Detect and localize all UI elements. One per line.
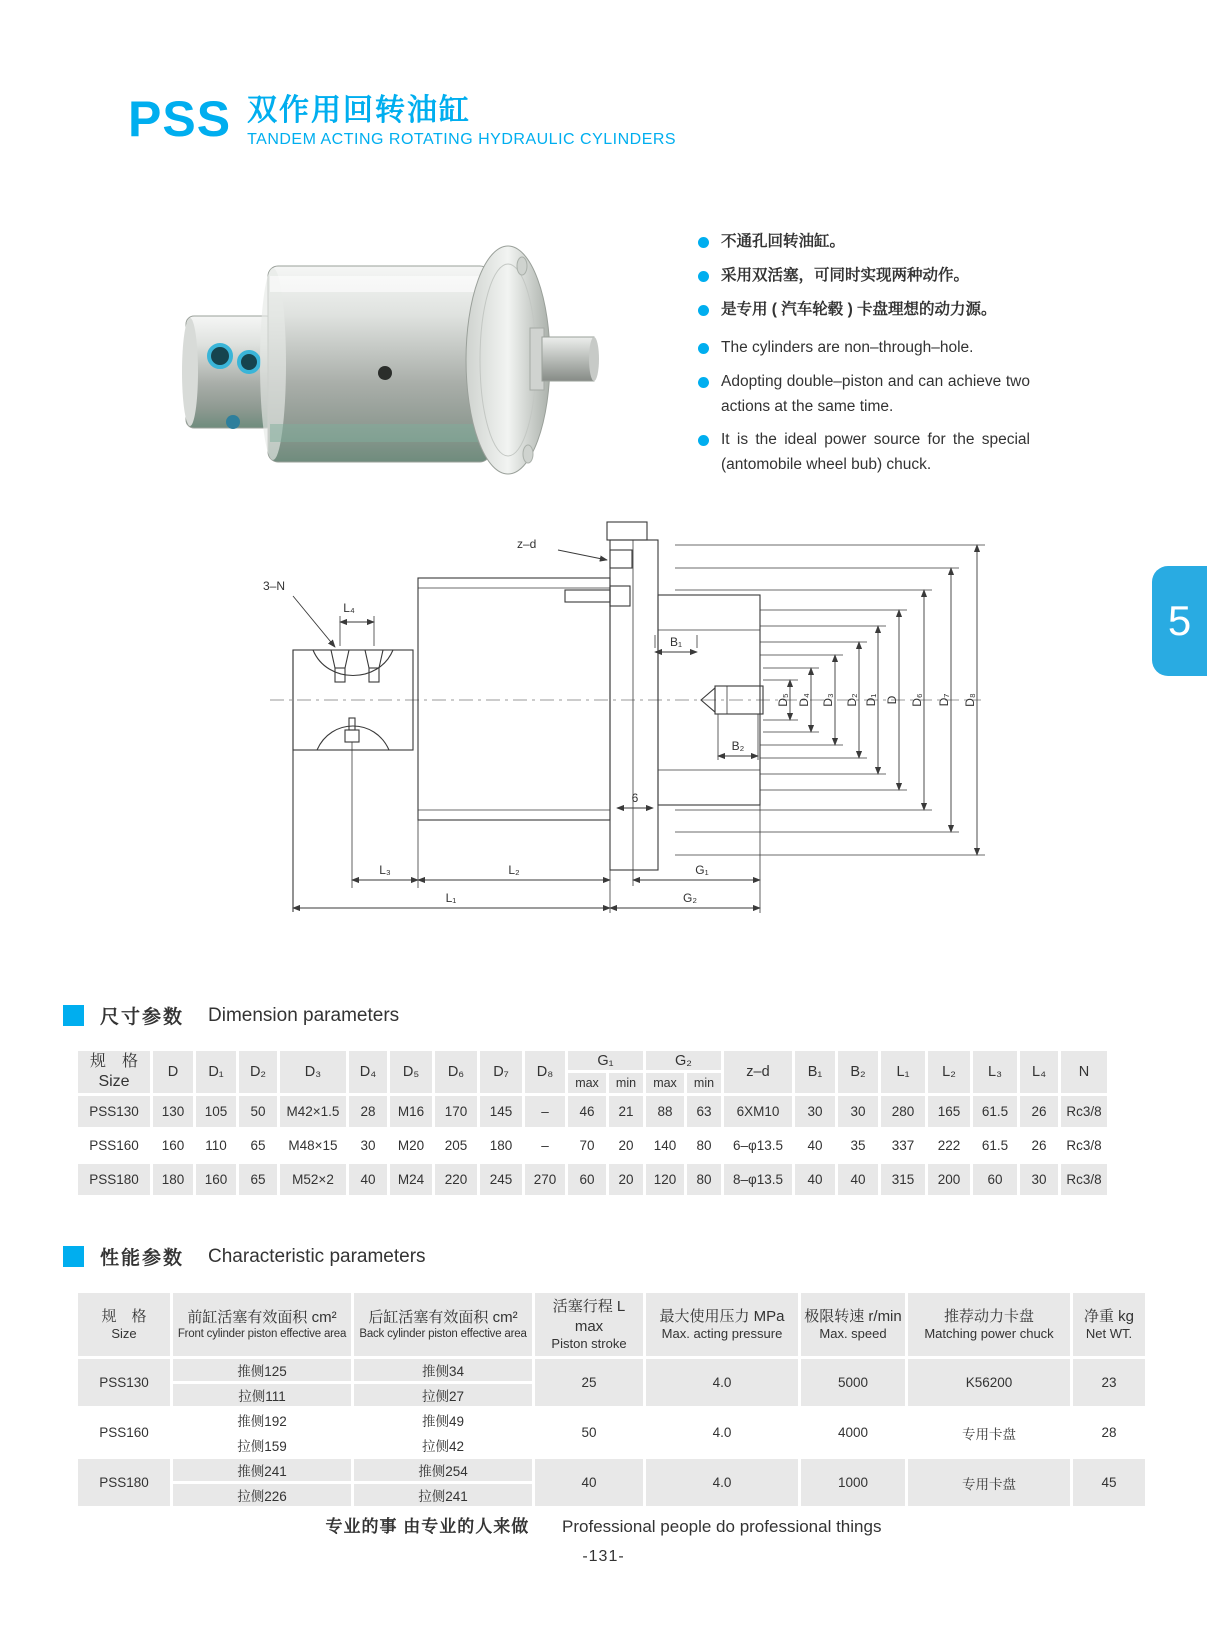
dim-label-g2: G₂ <box>683 891 697 905</box>
col-header-size <box>78 1051 150 1093</box>
table-cell: 4000 <box>801 1409 905 1456</box>
row-size: PSS180 <box>78 1459 170 1506</box>
dim-label-g1: G₁ <box>695 863 709 877</box>
table-cell: 40 <box>349 1164 387 1195</box>
table-cell: 110 <box>196 1130 236 1161</box>
footer-slogan <box>0 1512 1207 1537</box>
feature-text: 是专用 ( 汽车轮毂 ) 卡盘理想的动力源。 <box>721 300 997 318</box>
table-cell: 315 <box>881 1164 925 1195</box>
col-header-g2: G₂ <box>646 1051 721 1070</box>
col-header-weight: 净重 kg Net WT. <box>1073 1293 1145 1356</box>
table-cell: Rc3/8 <box>1061 1130 1107 1161</box>
table-cell: 280 <box>881 1096 925 1127</box>
col-header: D₁ <box>196 1051 236 1093</box>
col-header: L₁ <box>881 1051 925 1093</box>
table-cell: 拉侧111 <box>173 1384 351 1406</box>
dim-label-d8: D₈ <box>963 693 977 707</box>
table-cell: 88 <box>646 1096 684 1127</box>
table-cell: 200 <box>928 1164 970 1195</box>
table-cell: 20 <box>609 1130 643 1161</box>
table-cell: 45 <box>1073 1459 1145 1506</box>
table-cell: 推侧49 <box>354 1409 532 1431</box>
table-cell: 30 <box>1020 1164 1058 1195</box>
col-header: L₃ <box>973 1051 1017 1093</box>
col-header: L₂ <box>928 1051 970 1093</box>
dim-label-d3: D₃ <box>821 693 835 707</box>
col-header-size-zh: 规 格 <box>89 1053 138 1070</box>
table-cell: 270 <box>525 1164 565 1195</box>
table-cell: 61.5 <box>973 1130 1017 1161</box>
row-size: PSS180 <box>78 1164 150 1195</box>
col-header-stroke: 活塞行程 L max Piston stroke <box>535 1293 643 1356</box>
table-cell: 推侧34 <box>354 1359 532 1381</box>
table-cell: 165 <box>928 1096 970 1127</box>
table-cell: 40 <box>795 1164 835 1195</box>
col-header-back-area: 后缸活塞有效面积 cm² Back cylinder piston effective area <box>354 1293 532 1356</box>
bullet-icon <box>698 435 709 446</box>
table-cell: 40 <box>838 1164 878 1195</box>
table-cell: M20 <box>390 1130 432 1161</box>
table-cell: 拉侧42 <box>354 1434 532 1456</box>
table-cell: 拉侧159 <box>173 1434 351 1456</box>
table-cell: 160 <box>153 1130 193 1161</box>
table-row <box>78 1164 1107 1195</box>
table-cell: 140 <box>646 1130 684 1161</box>
table-cell: M42×1.5 <box>280 1096 346 1127</box>
table-cell: 推侧241 <box>173 1459 351 1481</box>
table-cell: 46 <box>568 1096 606 1127</box>
section-marker-icon <box>63 1005 84 1026</box>
col-header-size-en: Size <box>98 1073 130 1090</box>
cylinder-body <box>260 266 490 462</box>
table-cell: M16 <box>390 1096 432 1127</box>
feature-item <box>698 336 1030 361</box>
col-header: B₁ <box>795 1051 835 1093</box>
col-header: N <box>1061 1051 1107 1093</box>
dim-label-zd: z–d <box>517 537 537 551</box>
table-cell: 220 <box>435 1164 477 1195</box>
table-cell: 65 <box>239 1130 277 1161</box>
chapter-tab: 5 <box>1152 566 1207 676</box>
col-subheader-min: min <box>687 1073 721 1093</box>
product-title-en: TANDEM ACTING ROTATING HYDRAULIC CYLINDERS <box>247 131 677 148</box>
table-cell: 61.5 <box>973 1096 1017 1127</box>
table-cell: 80 <box>687 1164 721 1195</box>
bullet-icon <box>698 237 709 248</box>
col-header: D₅ <box>390 1051 432 1093</box>
table-cell: 50 <box>239 1096 277 1127</box>
section-title-en: Characteristic parameters <box>208 1245 426 1267</box>
table-cell: 26 <box>1020 1130 1058 1161</box>
output-shaft <box>530 328 599 390</box>
dim-label-b2: B₂ <box>731 739 745 753</box>
col-header-pressure: 最大使用压力 MPa Max. acting pressure <box>646 1293 798 1356</box>
row-size: PSS160 <box>78 1130 150 1161</box>
section-marker-icon <box>63 1246 84 1267</box>
table-cell: 20 <box>609 1164 643 1195</box>
dim-label-l1: L₁ <box>445 891 457 905</box>
section-title-zh: 尺寸参数 <box>100 1007 185 1028</box>
col-header-zd: z–d <box>724 1051 792 1093</box>
table-cell: 170 <box>435 1096 477 1127</box>
table-cell: 21 <box>609 1096 643 1127</box>
table-cell: 222 <box>928 1130 970 1161</box>
table-cell: 23 <box>1073 1359 1145 1406</box>
table-cell: 145 <box>480 1096 522 1127</box>
table-cell: 6XM10 <box>724 1096 792 1127</box>
table-cell: M52×2 <box>280 1164 346 1195</box>
table-cell: 推侧254 <box>354 1459 532 1481</box>
row-size: PSS160 <box>78 1409 170 1456</box>
table-cell: 30 <box>349 1130 387 1161</box>
table-cell: 30 <box>795 1096 835 1127</box>
col-header: D₄ <box>349 1051 387 1093</box>
feature-text: It is the ideal power source for the special (antomobile wheel bub) chuck. <box>721 431 1030 474</box>
feature-list-en <box>698 336 1030 487</box>
dim-label-d6: D₆ <box>910 693 924 707</box>
col-header-size: 规 格 Size <box>78 1293 170 1356</box>
table-cell: 拉侧241 <box>354 1484 532 1506</box>
table-cell: 40 <box>795 1130 835 1161</box>
feature-list-zh <box>698 230 1030 331</box>
section-heading-characteristics <box>63 1243 426 1270</box>
table-cell: 40 <box>535 1459 643 1506</box>
table-cell: 8–φ13.5 <box>724 1164 792 1195</box>
dim-label-l3: L₃ <box>379 863 391 877</box>
section-title-en: Dimension parameters <box>208 1004 400 1026</box>
bullet-icon <box>698 343 709 354</box>
table-cell: 推侧125 <box>173 1359 351 1381</box>
table-row <box>78 1096 1107 1127</box>
bullet-icon <box>698 305 709 316</box>
col-header-chuck: 推荐动力卡盘 Matching power chuck <box>908 1293 1070 1356</box>
dim-label-d2: D₂ <box>845 693 859 707</box>
table-cell: 337 <box>881 1130 925 1161</box>
col-header: D <box>153 1051 193 1093</box>
dimension-table <box>75 1048 1110 1198</box>
bullet-icon <box>698 271 709 282</box>
col-header: L₄ <box>1020 1051 1058 1093</box>
table-cell: 180 <box>153 1164 193 1195</box>
col-header: D₈ <box>525 1051 565 1093</box>
table-cell: 130 <box>153 1096 193 1127</box>
table-cell: 245 <box>480 1164 522 1195</box>
dim-label-d: D <box>885 695 899 705</box>
oil-port <box>239 352 259 372</box>
dim-label-l2: L₂ <box>508 863 520 877</box>
col-header: D₆ <box>435 1051 477 1093</box>
table-cell: – <box>525 1130 565 1161</box>
feature-text: Adopting double–piston and can achieve two actions at the same time. <box>721 372 1030 415</box>
table-cell: 35 <box>838 1130 878 1161</box>
table-cell: 50 <box>535 1409 643 1456</box>
col-subheader-max: max <box>568 1073 606 1093</box>
table-cell: 6–φ13.5 <box>724 1130 792 1161</box>
table-cell: 63 <box>687 1096 721 1127</box>
col-header-front-area: 前缸活塞有效面积 cm² Front cylinder piston effective area <box>173 1293 351 1356</box>
table-cell: 65 <box>239 1164 277 1195</box>
feature-text: 不通孔回转油缸。 <box>721 233 846 250</box>
table-row <box>78 1130 1107 1161</box>
table-cell: 60 <box>568 1164 606 1195</box>
feature-text: 采用双活塞，可同时实现两种动作。 <box>721 266 970 284</box>
table-cell: 4.0 <box>646 1459 798 1506</box>
table-cell: 120 <box>646 1164 684 1195</box>
feature-item <box>698 230 1030 255</box>
row-size: PSS130 <box>78 1359 170 1406</box>
feature-item <box>698 428 1030 478</box>
table-cell: 25 <box>535 1359 643 1406</box>
dim-label-d7: D₇ <box>937 693 951 707</box>
col-header: B₂ <box>838 1051 878 1093</box>
footer-slogan-zh: 专业的事 由专业的人来做 <box>325 1517 530 1536</box>
dim-label-d1: D₁ <box>864 693 878 707</box>
col-header-g1: G₁ <box>568 1051 643 1070</box>
product-title-zh: 双作用回转油缸 <box>247 94 472 127</box>
table-cell: 105 <box>196 1096 236 1127</box>
col-subheader-min: min <box>609 1073 643 1093</box>
dim-label-3n: 3–N <box>263 579 286 593</box>
dim-label-6: 6 <box>631 791 639 805</box>
table-cell: 拉侧226 <box>173 1484 351 1506</box>
table-cell: 70 <box>568 1130 606 1161</box>
dim-label-d4: D₄ <box>797 693 811 707</box>
table-cell: – <box>525 1096 565 1127</box>
table-cell: K56200 <box>908 1359 1070 1406</box>
table-cell: 60 <box>973 1164 1017 1195</box>
dimension-drawing <box>255 500 985 918</box>
table-cell: 28 <box>349 1096 387 1127</box>
table-cell: 5000 <box>801 1359 905 1406</box>
table-cell: Rc3/8 <box>1061 1096 1107 1127</box>
row-size: PSS130 <box>78 1096 150 1127</box>
table-cell: 26 <box>1020 1096 1058 1127</box>
table-cell: 180 <box>480 1130 522 1161</box>
table-cell: 30 <box>838 1096 878 1127</box>
table-cell: 80 <box>687 1130 721 1161</box>
feature-item <box>698 264 1030 289</box>
bullet-icon <box>698 377 709 388</box>
col-header: D₇ <box>480 1051 522 1093</box>
col-header-speed: 极限转速 r/min Max. speed <box>801 1293 905 1356</box>
feature-item <box>698 370 1030 420</box>
section-title-zh: 性能参数 <box>100 1248 185 1269</box>
table-cell: 160 <box>196 1164 236 1195</box>
table-cell: M24 <box>390 1164 432 1195</box>
oil-port <box>209 345 231 367</box>
table-cell: 拉侧27 <box>354 1384 532 1406</box>
section-heading-dimensions <box>63 1002 399 1029</box>
characteristic-table <box>75 1290 1148 1509</box>
product-photo <box>178 210 603 493</box>
table-cell: 4.0 <box>646 1359 798 1406</box>
dim-label-b1: B₁ <box>669 635 683 649</box>
col-header: D₂ <box>239 1051 277 1093</box>
dim-label-l4: L₄ <box>343 601 355 615</box>
table-cell: 4.0 <box>646 1409 798 1456</box>
feature-text: The cylinders are non–through–hole. <box>721 339 974 356</box>
col-header: D₃ <box>280 1051 346 1093</box>
col-subheader-max: max <box>646 1073 684 1093</box>
table-cell: 1000 <box>801 1459 905 1506</box>
page-number: -131- <box>582 1548 625 1565</box>
page-header <box>128 91 677 149</box>
product-series-code: PSS <box>128 91 232 147</box>
table-cell: 205 <box>435 1130 477 1161</box>
feature-item <box>698 298 1030 323</box>
footer-slogan-en: Professional people do professional things <box>562 1517 882 1536</box>
table-cell: M48×15 <box>280 1130 346 1161</box>
table-cell: 专用卡盘 <box>908 1409 1070 1456</box>
table-cell: 28 <box>1073 1409 1145 1456</box>
table-cell: 专用卡盘 <box>908 1459 1070 1506</box>
table-cell: 推侧192 <box>173 1409 351 1431</box>
table-cell: Rc3/8 <box>1061 1164 1107 1195</box>
dim-label-d5: D₅ <box>776 693 790 707</box>
